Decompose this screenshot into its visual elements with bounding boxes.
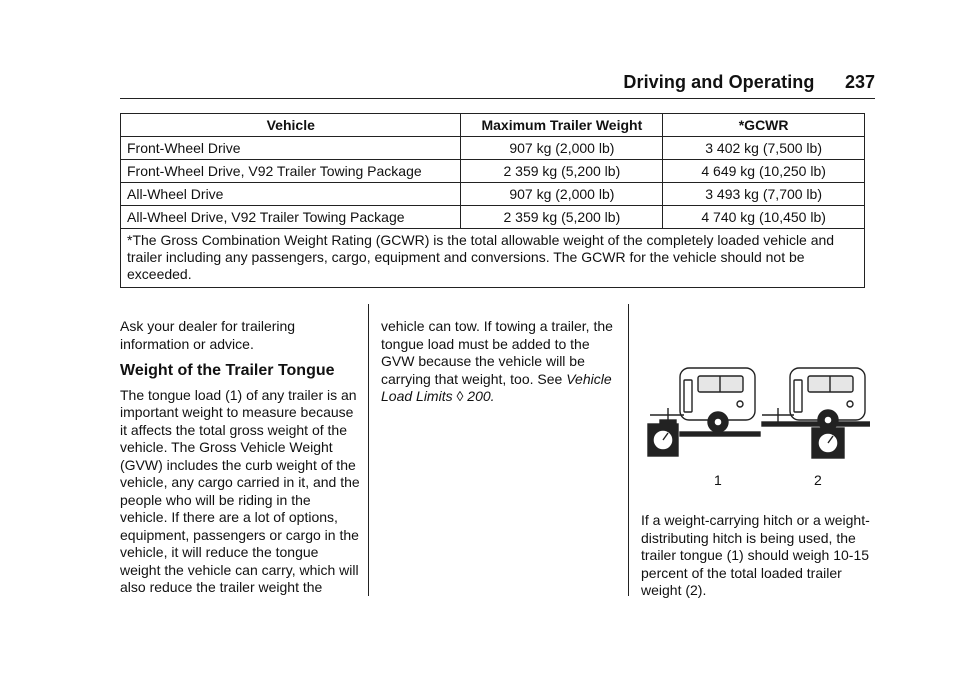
cross-reference-link[interactable]: Vehicle Load Limits	[381, 370, 612, 404]
table-cell: 907 kg (2,000 lb)	[461, 137, 663, 160]
header-rule	[120, 98, 875, 99]
table-cell: Front-Wheel Drive, V92 Trailer Towing Package	[121, 160, 461, 183]
table-cell: All-Wheel Drive, V92 Trailer Towing Package	[121, 206, 461, 229]
table-cell: 907 kg (2,000 lb)	[461, 183, 663, 206]
table-cell: 2 359 kg (5,200 lb)	[461, 206, 663, 229]
body-paragraph: If a weight-carrying hitch or a weight-distributing hitch is being used, the trailer tongue (1) should weigh 10-15 percent of the total loaded trailer weight (2).	[641, 512, 870, 598]
table-cell: Front-Wheel Drive	[121, 137, 461, 160]
table-cell: 2 359 kg (5,200 lb)	[461, 160, 663, 183]
text-column-2	[381, 318, 616, 406]
figure-label-2: 2	[814, 472, 822, 488]
trailer-2-illustration	[762, 368, 870, 458]
figure-label-1: 1	[714, 472, 722, 488]
section-title: Driving and Operating	[623, 72, 815, 92]
body-paragraph	[381, 318, 616, 406]
column-divider	[368, 304, 369, 596]
trailer-1-illustration	[648, 368, 760, 456]
text-column-3	[641, 512, 871, 600]
intro-paragraph: Ask your dealer for trailering information or advice.	[120, 318, 296, 352]
table-row	[121, 183, 865, 206]
tongue-weight-illustration	[640, 360, 870, 490]
table-header-cell: Vehicle	[121, 114, 461, 137]
table-footnote: *The Gross Combination Weight Rating (GCWR) is the total allowable weight of the completely loaded vehicle and trailer including any passengers, cargo, equipment and conversions. The GCWR for the vehicle should not be exceeded.	[121, 229, 865, 288]
body-paragraph: The tongue load (1) of any trailer is an important weight to measure because it affects the total gross weight of the vehicle. The Gross Vehicle Weight (GVW) includes the curb weight of the vehicle, any cargo carried in it, and the people who will be riding in the vehicle. If there are a lot of options, equipment, passengers or cargo in the vehicle, it will reduce the tongue weight the vehicle can carry, which will also reduce the trailer weight the	[120, 386, 360, 595]
table-row	[121, 160, 865, 183]
page-header	[120, 72, 875, 98]
table-header-cell: *GCWR	[663, 114, 865, 137]
table-cell: 4 649 kg (10,250 lb)	[663, 160, 865, 183]
table-row	[121, 206, 865, 229]
cross-reference-page: 200.	[467, 388, 495, 404]
section-heading: Weight of the Trailer Tongue	[120, 362, 335, 379]
table-header-row	[121, 114, 865, 137]
column-divider	[628, 304, 629, 596]
table-header-cell: Maximum Trailer Weight	[461, 114, 663, 137]
table-row	[121, 137, 865, 160]
table-cell: All-Wheel Drive	[121, 183, 461, 206]
table-cell: 4 740 kg (10,450 lb)	[663, 206, 865, 229]
table-cell: 3 402 kg (7,500 lb)	[663, 137, 865, 160]
text-column-1	[120, 318, 360, 597]
page-ref-icon: ◊	[456, 388, 464, 404]
trailer-weight-table	[120, 113, 865, 288]
table-cell: 3 493 kg (7,700 lb)	[663, 183, 865, 206]
page-number: 237	[844, 72, 875, 92]
body-text: vehicle can tow. If towing a trailer, the tongue load must be added to the GVW because the vehicle will be carrying that weight, too. See	[381, 318, 613, 387]
table-footnote-row	[121, 229, 865, 288]
